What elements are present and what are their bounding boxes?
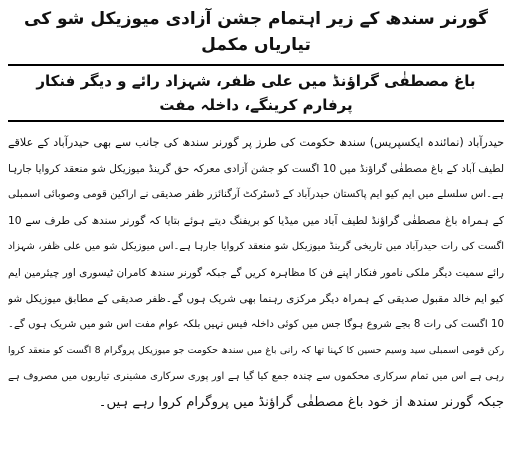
article-line: رائے سمیت دیگر ملکی نامور فنکار اپنے فن کا مظاہرہ کریں گے جبکہ گورنر سندھ کامران ٹیسوری اور چیئرمین ایم	[8, 267, 504, 279]
article-line: 10 اگست کی رات 8 بجے شروع ہوگا جس میں کوئی داخلہ فیس نہیں بلکہ عوام مفت اس شو میں شریک ہوں گے۔	[8, 319, 504, 330]
article-line: رہی ہے اس میں تمام سرکاری محکموں سے چندہ جمع کیا گیا ہے اور پوری سرکاری مشینری تیاریوں میں مصروف ہے	[8, 371, 504, 382]
article-line: لطیف آباد کے باغ مصطفٰی گراؤنڈ میں 10 اگست کو جشن آزادی معرکہ حق گرینڈ میوزیکل شو منعقد کروایا جارہا	[8, 163, 504, 175]
article-line: اگست کی رات حیدرآباد میں تاریخی گرینڈ میوزیکل شو منعقد کروایا جارہا ہے۔اس میوزیکل شو میں علی ظفر، شہزاد	[8, 241, 504, 252]
subheadline: باغ مصطفٰی گراؤنڈ میں علی ظفر، شہزاد رائے و دیگر فنکار پرفارم کرینگے، داخلہ مفت	[8, 64, 504, 122]
headline: گورنر سندھ کے زیر اہتمام جشن آزادی میوزیکل شو کی تیاریاں مکمل	[24, 9, 488, 55]
article-line: کے ہمراہ باغ مصطفٰی گراؤنڈ لطیف آباد میں میڈیا کو بریفنگ دیتے ہوئے بتایا کہ گورنر سندھ کی طرف سے 10	[8, 214, 504, 227]
article-line: کیو ایم خالد مقبول صدیقی کے ہمراہ دیگر مرکزی رہنما بھی شریک ہوں گے۔ظفر صدیقی کے مطابق میوزیکل شو	[8, 293, 504, 305]
article-body	[8, 130, 504, 416]
article-line: رکن قومی اسمبلی سید وسیم حسین کا کہنا تھا کہ رانی باغ میں سندھ حکومت جو میوزیکل پروگرام 8 اگست کو منعقد کروا	[8, 345, 504, 356]
article-line: حیدرآباد (نمائندہ ایکسپریس) سندھ حکومت کی طرز پر گورنر سندھ کی جانب سے بھی حیدرآباد کے علاقے	[8, 136, 504, 149]
article-line: ہے۔اس سلسلے میں ایم کیو ایم پاکستان حیدرآباد کے ڈسٹرکٹ آرگنائزر ظفر صدیقی نے اراکین قومی وصوبائی اسمبلی	[8, 189, 504, 200]
article-line: جبکہ گورنر سندھ از خود باغ مصطفٰی گراؤنڈ میں پروگرام کروا رہے ہیں۔	[98, 395, 504, 410]
